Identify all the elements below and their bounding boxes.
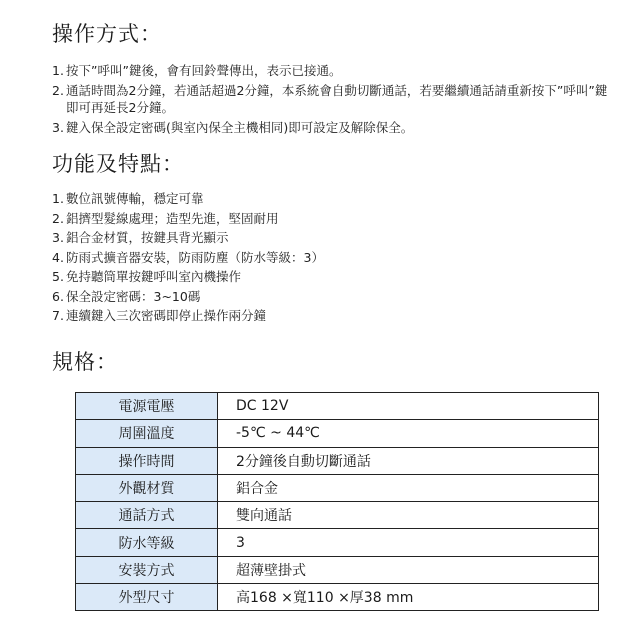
specs-heading: 規格： xyxy=(52,350,118,374)
list-item xyxy=(52,307,612,325)
spec-key: 操作時間 xyxy=(76,447,218,474)
list-item-text: 數位訊號傳輸，穩定可靠 xyxy=(66,191,204,206)
list-item-text: 鋁合金材質，按鍵具背光顯示 xyxy=(66,230,229,245)
list-item xyxy=(52,229,612,247)
spec-key: 安裝方式 xyxy=(76,556,218,583)
spec-value: 雙向通話 xyxy=(218,502,599,529)
list-item-text: 免持聽筒單按鍵呼叫室內機操作 xyxy=(66,269,242,284)
operation-list xyxy=(52,62,612,138)
list-item-number: 6. xyxy=(52,288,64,304)
list-item-number: 2. xyxy=(52,82,64,98)
spec-value: 鋁合金 xyxy=(218,474,599,501)
spec-key: 外觀材質 xyxy=(76,474,218,501)
table-row xyxy=(76,474,599,501)
list-item xyxy=(52,62,612,80)
list-item xyxy=(52,190,612,208)
list-item-text: 通話時間為2分鐘，若通話超過2分鐘，本系統會自動切斷通話，若要繼續通話請重新按下”呼叫”鍵即可再延長2分鐘。 xyxy=(66,82,608,115)
list-item xyxy=(52,288,612,306)
operation-heading: 操作方式： xyxy=(52,22,162,46)
table-row xyxy=(76,556,599,583)
list-item-number: 4. xyxy=(52,249,64,265)
list-item-number: 5. xyxy=(52,269,64,284)
list-item-number: 1. xyxy=(52,191,64,206)
spec-value: -5℃ ~ 44℃ xyxy=(218,420,599,447)
list-item xyxy=(52,82,612,117)
spec-key: 外型尺寸 xyxy=(76,584,218,611)
spec-key: 周圍溫度 xyxy=(76,420,218,447)
list-item-text: 按下”呼叫”鍵後，會有回鈴聲傳出，表示已接通。 xyxy=(66,63,342,78)
list-item xyxy=(52,119,612,137)
list-item-number: 7. xyxy=(52,308,64,323)
spec-value: DC 12V xyxy=(218,393,599,420)
list-item-number: 3. xyxy=(52,230,64,245)
spec-value: 超薄壁掛式 xyxy=(218,556,599,583)
spec-key: 電源電壓 xyxy=(76,393,218,420)
spec-key: 防水等級 xyxy=(76,529,218,556)
list-item-text: 鋁擠型髮線處理；造型先進，堅固耐用 xyxy=(66,210,279,226)
list-item-text: 防雨式擴音器安裝，防雨防塵（防水等級：3） xyxy=(66,249,324,265)
table-row xyxy=(76,447,599,474)
table-row xyxy=(76,529,599,556)
features-list xyxy=(52,190,612,327)
table-row xyxy=(76,502,599,529)
spec-value: 高168 ×寬110 ×厚38 mm xyxy=(218,584,599,611)
list-item xyxy=(52,210,612,228)
list-item-text: 保全設定密碼：3~10碼 xyxy=(66,288,201,304)
list-item xyxy=(52,268,612,286)
spec-key: 通話方式 xyxy=(76,502,218,529)
list-item-number: 2. xyxy=(52,210,64,226)
list-item-text: 鍵入保全設定密碼(與室內保全主機相同)即可設定及解除保全。 xyxy=(66,119,414,135)
list-item-number: 1. xyxy=(52,63,64,78)
table-row xyxy=(76,420,599,447)
list-item-text: 連續鍵入三次密碼即停止操作兩分鐘 xyxy=(66,308,267,323)
table-row xyxy=(76,393,599,420)
list-item xyxy=(52,249,612,267)
list-item-number: 3. xyxy=(52,119,64,135)
spec-table xyxy=(75,392,599,611)
features-heading: 功能及特點： xyxy=(52,152,184,176)
spec-value: 2分鐘後自動切斷通話 xyxy=(218,447,599,474)
spec-value: 3 xyxy=(218,529,599,556)
table-row xyxy=(76,584,599,611)
